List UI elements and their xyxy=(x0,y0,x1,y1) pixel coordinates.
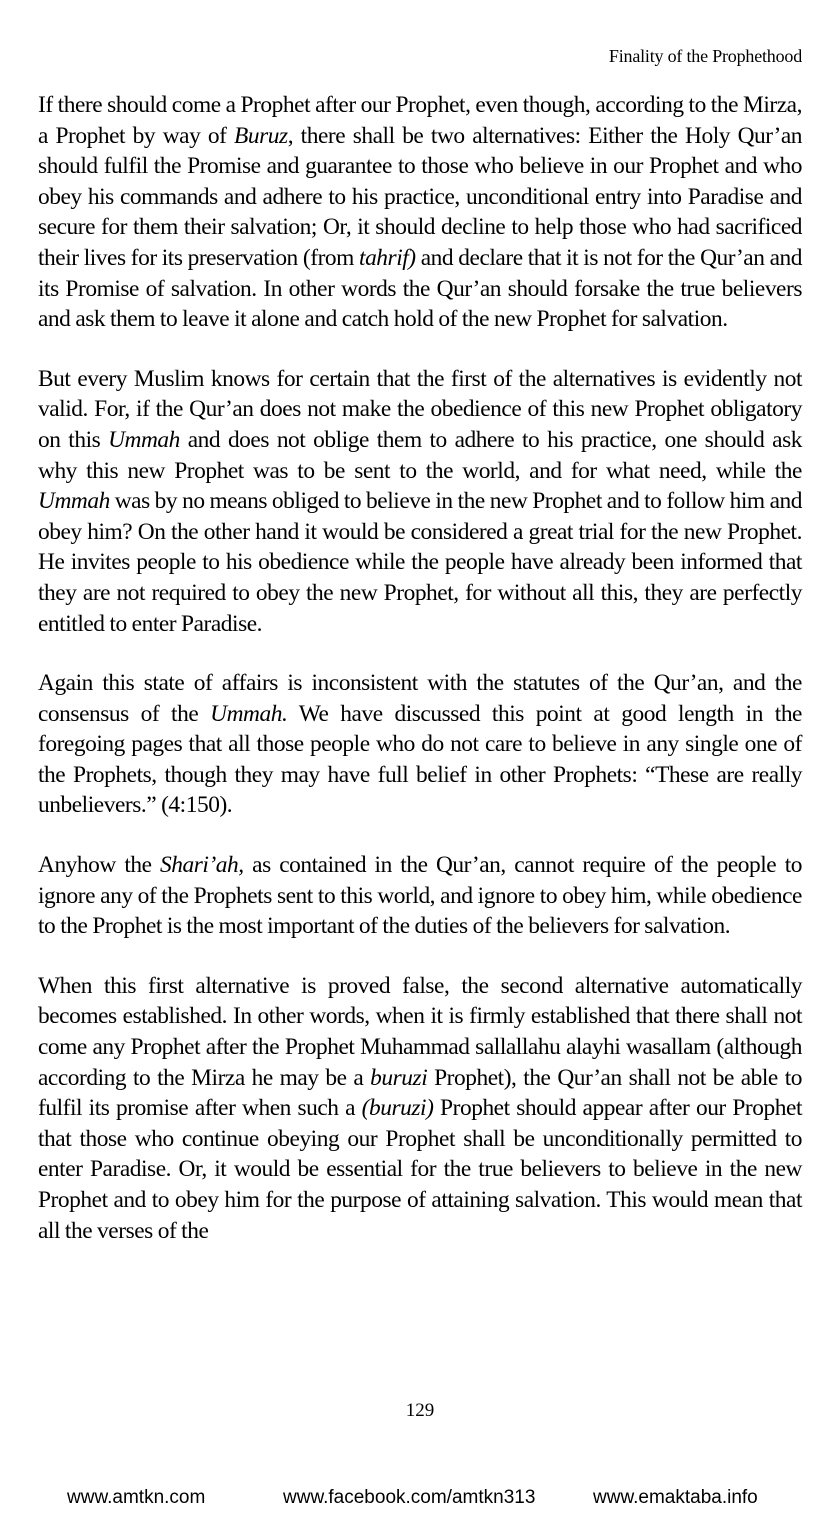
text-run: We have discussed this point at good length in the foregoing pages that all those people who do not care to believe in any single one of the Prophets, though they may have full belief in other Prophets: “These are really unbelievers.” (4:150). xyxy=(38,700,802,819)
italic-term: buruzi xyxy=(370,1064,428,1091)
text-run: Anyhow the xyxy=(38,852,161,879)
text-run: and does not oblige them to adhere to his practice, one should ask why this new Prophet was to be sent to the world, and for what need, while the xyxy=(38,426,802,484)
paragraph-2 xyxy=(38,364,802,639)
footer-link-facebook[interactable]: www.facebook.com/amtkn313 xyxy=(283,1487,536,1508)
text-run: as contained in the Qur’an, cannot require of the people to ignore any of the Prophets sent to this world, and ignore to obey him, while obedience to the Prophet is the most important of the duties of the believers for salvation. xyxy=(38,852,802,940)
italic-term: tahrif) xyxy=(359,244,416,271)
body-text xyxy=(38,90,802,1275)
text-run: and declare that it is not for the Qur’an and its Promise of salvation. In other words the Qur’an should forsake the true believers and ask them to leave it alone and catch hold of the new Prophet for salvation. xyxy=(38,244,802,333)
paragraph-1 xyxy=(38,90,802,335)
footer-link-emaktaba[interactable]: www.emaktaba.info xyxy=(593,1487,758,1508)
text-run: was by no means obliged to believe in the new Prophet and to follow him and obey him? On the other hand it would be considered a great trial for the new Prophet. He invites people to his obedience while the people have already been informed that they are not required to obey the new Prophet, for without all this, they are perfectly entitled to enter Paradise. xyxy=(38,488,802,637)
text-run: Prophet), the Qur’an shall not be able to fulfil its promise after when such a xyxy=(38,1064,802,1122)
italic-term: (buruzi) xyxy=(361,1095,434,1122)
italic-term: Ummah xyxy=(38,488,110,515)
paragraph-3 xyxy=(38,668,802,821)
italic-term: Shari’ah, xyxy=(160,852,244,879)
italic-term: Ummah xyxy=(108,426,180,453)
footer-link-amtkn[interactable]: www.amtkn.com xyxy=(67,1487,206,1508)
text-run: Again this state of affairs is inconsistent with the statutes of the Qur’an, and the consensus of the xyxy=(38,670,802,727)
text-run: But every Muslim knows for certain that the first of the alternatives is evidently not valid. For, if the Qur’an does not make the obedience of this new Prophet obligatory on this xyxy=(38,365,802,453)
page-number: 129 xyxy=(405,1400,435,1421)
paragraph-5 xyxy=(38,971,802,1246)
running-header: Finality of the Prophethood xyxy=(608,46,802,66)
italic-term: Ummah. xyxy=(210,700,288,727)
text-run: Prophet should appear after our Prophet that those who continue obeying our Prophet shall be unconditionally permitted to enter Paradise. Or, it would be essential for the true believers to believe in the new Prophet and to obey him for the purpose of attaining salvation. This would mean that all the verses of the xyxy=(38,1095,802,1244)
paragraph-4 xyxy=(38,850,802,942)
text-run: If there should come a Prophet after our Prophet, even though, according to the Mirza, a Prophet by way of xyxy=(38,92,802,149)
italic-term: Buruz xyxy=(234,122,288,149)
text-run: , there shall be two alternatives: Either the Holy Qur’an should fulfil the Promise and guarantee to those who believe in our Prophet and who obey his commands and adhere to his practice, unconditional entry into Paradise and secure for them their salvation; Or, it should decline to help those who had sacrificed their lives for its preservation (from xyxy=(38,122,802,271)
text-run: When this first alternative is proved false, the second alternative automatically becomes established. In other words, when it is firmly established that there shall not come any Prophet after the Prophet Muhammad sallallahu alayhi wasallam (although according to the Mirza he may be a xyxy=(38,972,802,1091)
